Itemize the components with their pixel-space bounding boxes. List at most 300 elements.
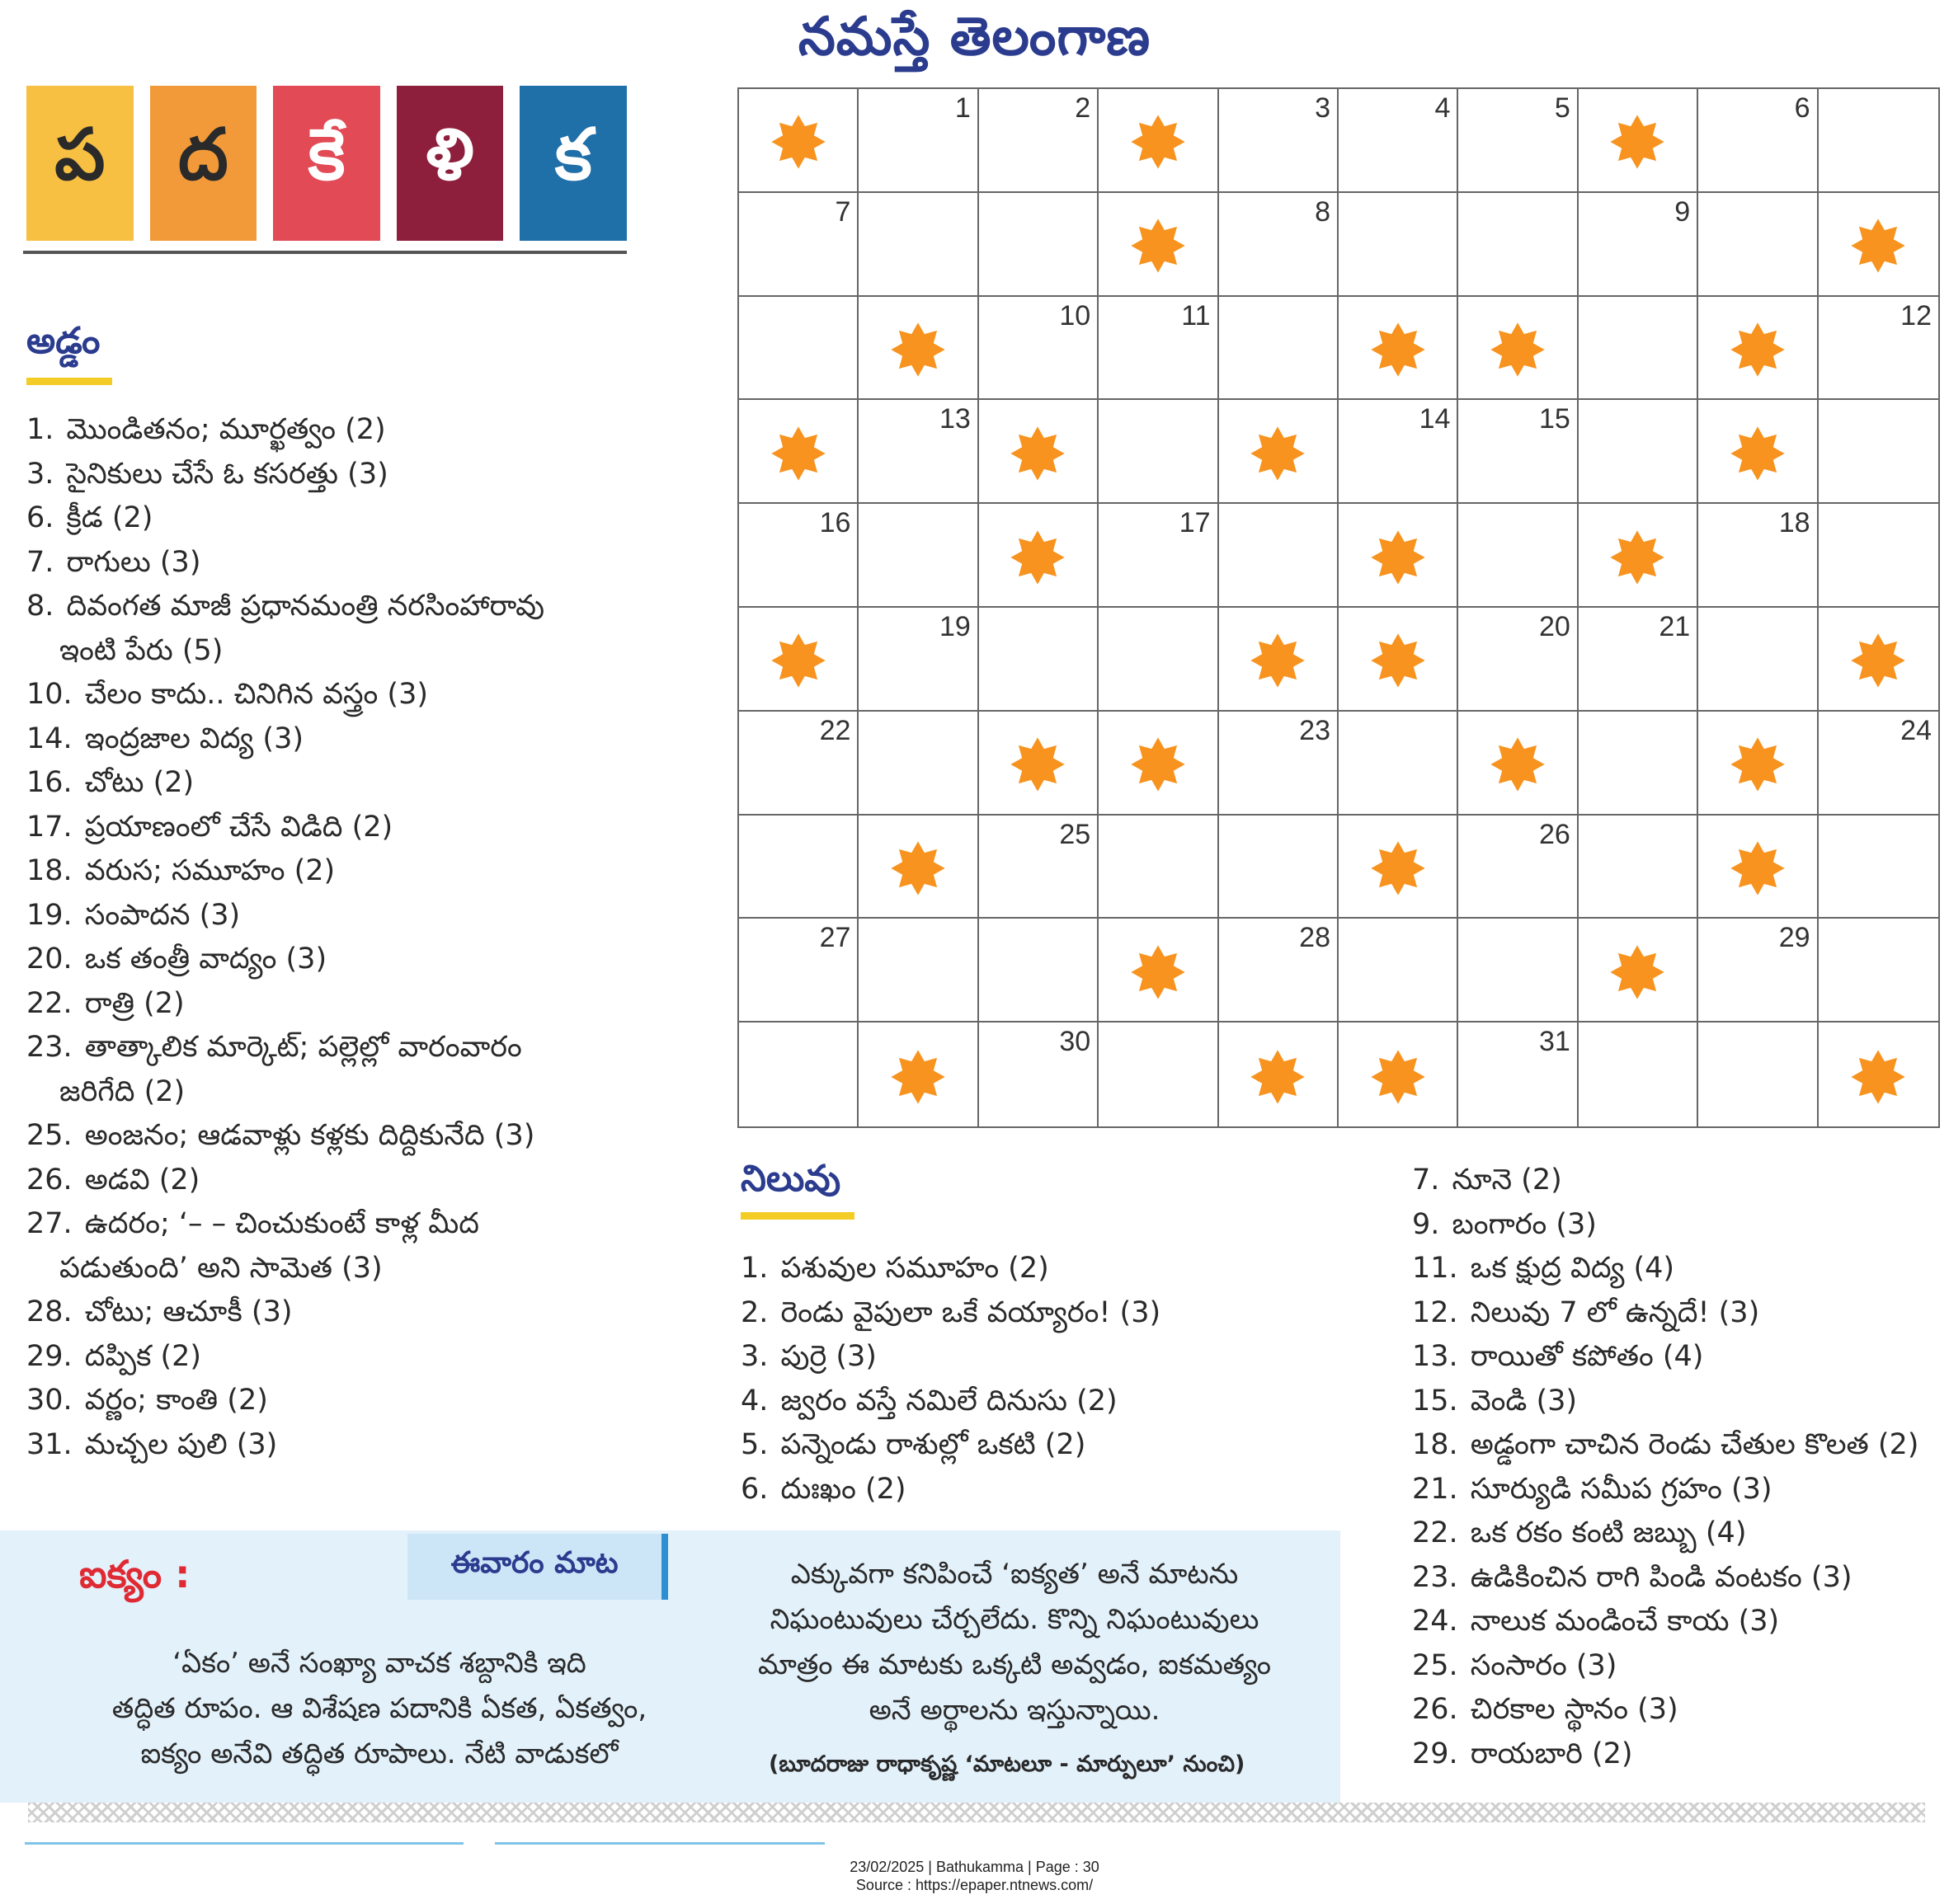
word-of-week-text-right: [709, 1552, 1320, 1733]
grid-block-cell: [1099, 89, 1218, 193]
grid-cell[interactable]: [859, 919, 978, 1023]
clue-item: [26, 849, 554, 894]
grid-cell[interactable]: [1698, 504, 1818, 608]
clue-text: వర్ణం; కాంతి (2): [75, 1384, 268, 1417]
across-heading: అడ్డం: [26, 320, 101, 362]
clue-item: [26, 541, 554, 585]
star-icon: [1130, 114, 1186, 170]
grid-cell-number: 20: [1538, 611, 1570, 642]
grid-cell[interactable]: [739, 504, 859, 608]
clue-text: సైనికులు చేసే ఓ కసరత్తు (3): [57, 457, 388, 491]
clue-number: 16.: [26, 766, 73, 799]
clue-item: [1412, 1732, 1940, 1777]
grid-block-cell: [1339, 1023, 1458, 1126]
down-heading-underline: [741, 1212, 854, 1220]
grid-cell[interactable]: [1099, 297, 1218, 401]
star-icon: [1370, 840, 1426, 896]
decorative-border: [28, 1803, 1925, 1822]
grid-cell[interactable]: [1219, 504, 1339, 608]
bottom-rule-left: [25, 1842, 464, 1845]
grid-cell[interactable]: [979, 608, 1099, 712]
grid-block-cell: [1698, 400, 1818, 504]
star-icon: [1370, 632, 1426, 689]
star-icon: [770, 632, 826, 689]
word-of-week-term: ఐక్యం :: [79, 1552, 191, 1596]
grid-cell-number: 8: [1315, 195, 1330, 228]
clue-item: [26, 673, 554, 717]
clue-number: 4.: [741, 1384, 769, 1417]
clue-item: [26, 806, 554, 850]
grid-block-cell: [1698, 712, 1818, 816]
grid-block-cell: [1698, 816, 1818, 919]
star-icon: [890, 840, 946, 896]
grid-block-cell: [1579, 919, 1698, 1023]
clue-text: చోటు; ఆచూకీ (3): [75, 1295, 293, 1328]
grid-cell[interactable]: [1219, 89, 1339, 193]
grid-cell[interactable]: [1339, 712, 1458, 816]
grid-block-cell: [1458, 712, 1578, 816]
crossword-grid: [737, 87, 1940, 1128]
star-icon: [1370, 1049, 1426, 1105]
clue-number: 28.: [26, 1295, 73, 1328]
grid-block-cell: [1579, 504, 1698, 608]
clue-text: పశువుల సమూహం (2): [771, 1252, 1049, 1285]
grid-cell[interactable]: [1219, 297, 1339, 401]
grid-block-cell: [1099, 712, 1218, 816]
clue-text: క్రీడ (2): [57, 501, 153, 534]
grid-cell-number: 27: [819, 922, 851, 954]
clue-number: 15.: [1412, 1384, 1458, 1417]
clue-item: [1412, 1203, 1940, 1248]
footer-date-line: 23/02/2025 | Bathukamma | Page : 30: [850, 1859, 1099, 1875]
clue-item: [1412, 1423, 1940, 1468]
clue-number: 10.: [26, 678, 73, 711]
clue-text: నాలుక మండించే కాయ (3): [1461, 1605, 1780, 1638]
clue-number: 27.: [26, 1207, 73, 1240]
text-line: తద్ధిత రూపం. ఆ విశేషణ పదానికి ఏకత, ఏకత్వం,: [111, 1692, 647, 1725]
grid-block-cell: [1099, 919, 1218, 1023]
grid-cell-number: 25: [1059, 818, 1091, 850]
grid-cell[interactable]: [1219, 712, 1339, 816]
grid-block-cell: [1579, 89, 1698, 193]
clue-item: [26, 496, 554, 541]
grid-cell-number: 21: [1659, 611, 1691, 642]
grid-cell-number: 19: [939, 611, 971, 642]
grid-cell[interactable]: [1339, 193, 1458, 297]
clue-number: 25.: [1412, 1648, 1458, 1682]
clue-text: సంపాదన (3): [75, 898, 241, 932]
clue-text: జ్వరం వస్తే నమిలే దినుసు (2): [771, 1384, 1118, 1417]
grid-cell-number: 10: [1059, 299, 1091, 331]
grid-block-cell: [1819, 1023, 1938, 1126]
clue-text: ఇంద్రజాల విద్య (3): [75, 722, 304, 755]
star-icon: [1130, 736, 1186, 792]
star-icon: [1490, 322, 1546, 378]
grid-block-cell: [1819, 608, 1938, 712]
grid-cell[interactable]: [1219, 193, 1339, 297]
star-icon: [1010, 529, 1066, 585]
clue-item: [26, 1335, 554, 1380]
grid-cell[interactable]: [979, 816, 1099, 919]
masthead-logo: నమస్తే తెలంగాణ: [798, 7, 1151, 68]
clue-number: 5.: [741, 1428, 769, 1461]
grid-cell[interactable]: [979, 297, 1099, 401]
grid-cell-number: 6: [1794, 92, 1810, 124]
clue-item: [26, 894, 554, 938]
star-icon: [1730, 425, 1786, 482]
clue-item: [26, 717, 554, 762]
clue-text: చోటు (2): [75, 766, 195, 799]
clue-item: [741, 1468, 1368, 1512]
star-icon: [1730, 322, 1786, 378]
grid-cell[interactable]: [739, 816, 859, 919]
grid-cell-number: 1: [954, 92, 971, 124]
clue-item: [26, 1114, 554, 1159]
star-icon: [770, 425, 826, 482]
clue-number: 25.: [26, 1119, 73, 1152]
clue-number: 26.: [26, 1163, 73, 1196]
grid-cell[interactable]: [1698, 1023, 1818, 1126]
star-icon: [1010, 425, 1066, 482]
bottom-rule-middle: [495, 1842, 825, 1845]
grid-block-cell: [1219, 1023, 1339, 1126]
grid-cell[interactable]: [1219, 816, 1339, 919]
clue-item: [26, 585, 554, 673]
title-divider: [23, 251, 627, 254]
star-icon: [1850, 632, 1906, 689]
clue-item: [1412, 1556, 1940, 1601]
grid-cell[interactable]: [1579, 297, 1698, 401]
grid-cell[interactable]: [1099, 608, 1218, 712]
word-of-week-source: (బూదరాజు రాధాకృష్ణ ‘మాటలూ - మార్పులూ’ నుంచి): [769, 1751, 1245, 1777]
star-icon: [890, 322, 946, 378]
text-line: నిఘంటువులు చేర్చలేదు. కొన్ని నిఘంటువులు: [770, 1603, 1259, 1636]
star-icon: [770, 114, 826, 170]
grid-cell-number: 12: [1900, 299, 1932, 331]
clue-text: ఒక తంత్రీ వాద్యం (3): [75, 943, 327, 976]
title-tile: ప: [26, 86, 134, 241]
star-icon: [1250, 1049, 1306, 1105]
clue-text: దప్పిక (2): [75, 1339, 202, 1373]
grid-block-cell: [1339, 297, 1458, 401]
grid-cell[interactable]: [979, 89, 1099, 193]
clue-item: [1412, 1468, 1940, 1512]
clue-item: [1412, 1291, 1940, 1336]
grid-cell[interactable]: [739, 712, 859, 816]
clue-text: రెండు వైపులా ఒకే వయ్యారం! (3): [771, 1295, 1161, 1329]
clue-number: 8.: [26, 590, 54, 623]
footer-source-line: Source : https://epaper.ntnews.com/: [855, 1877, 1094, 1893]
text-line: ‘ఏకం’ అనే సంఖ్యా వాచక శబ్దానికి ఇది: [172, 1647, 586, 1680]
clue-number: 7.: [26, 545, 54, 579]
star-icon: [1609, 114, 1665, 170]
grid-block-cell: [1099, 193, 1218, 297]
title-tile: ళి: [397, 86, 504, 241]
grid-cell[interactable]: [1819, 816, 1938, 919]
grid-cell[interactable]: [1579, 1023, 1698, 1126]
clue-text: మొండితనం; మూర్ఖత్వం (2): [57, 413, 386, 446]
star-icon: [1609, 944, 1665, 1000]
grid-block-cell: [1339, 608, 1458, 712]
clue-item: [1412, 1644, 1940, 1689]
grid-cell[interactable]: [1819, 400, 1938, 504]
clue-number: 7.: [1412, 1164, 1440, 1196]
clue-item: [26, 1159, 554, 1203]
grid-cell[interactable]: [1819, 89, 1938, 193]
clue-item: [26, 1423, 554, 1468]
star-icon: [1730, 736, 1786, 792]
grid-cell[interactable]: [859, 400, 978, 504]
clue-number: 21.: [1412, 1472, 1458, 1506]
clue-number: 22.: [1412, 1516, 1458, 1549]
text-line: మాత్రం ఈ మాటకు ఒక్కటి అవ్వడం, ఐకమత్యం: [757, 1648, 1272, 1681]
grid-cell[interactable]: [1819, 504, 1938, 608]
clue-text: అడ్డంగా చాచిన రెండు చేతుల కొలత (2): [1461, 1428, 1919, 1461]
grid-cell[interactable]: [739, 193, 859, 297]
star-icon: [1850, 218, 1906, 274]
star-icon: [1370, 529, 1426, 585]
grid-cell[interactable]: [739, 1023, 859, 1126]
clue-number: 30.: [26, 1384, 73, 1417]
grid-cell[interactable]: [1819, 297, 1938, 401]
grid-cell[interactable]: [1458, 504, 1578, 608]
grid-block-cell: [979, 504, 1099, 608]
grid-block-cell: [1458, 297, 1578, 401]
grid-block-cell: [1339, 504, 1458, 608]
clue-text: చిరకాల స్థానం (3): [1461, 1693, 1678, 1726]
grid-block-cell: [739, 608, 859, 712]
grid-cell[interactable]: [739, 297, 859, 401]
grid-cell[interactable]: [1819, 919, 1938, 1023]
grid-cell-number: 3: [1315, 92, 1330, 124]
clue-number: 26.: [1412, 1693, 1458, 1726]
grid-cell[interactable]: [1579, 816, 1698, 919]
grid-block-cell: [1219, 400, 1339, 504]
star-icon: [1490, 736, 1546, 792]
clue-item: [741, 1423, 1368, 1468]
grid-cell-number: 17: [1179, 507, 1211, 539]
clue-number: 6.: [741, 1472, 769, 1506]
grid-cell[interactable]: [1579, 608, 1698, 712]
clue-text: సూర్యుడి సమీప గ్రహం (3): [1461, 1472, 1772, 1506]
grid-block-cell: [739, 89, 859, 193]
clue-item: [741, 1335, 1368, 1380]
title-tile: కే: [273, 86, 380, 241]
grid-cell[interactable]: [1339, 919, 1458, 1023]
clue-number: 23.: [26, 1031, 73, 1064]
clue-item: [1412, 1380, 1940, 1424]
grid-cell[interactable]: [1819, 712, 1938, 816]
clue-text: ఒక రకం కంటి జబ్బు (4): [1461, 1516, 1747, 1549]
grid-cell[interactable]: [1458, 400, 1578, 504]
clue-text: దుఃఖం (2): [771, 1472, 906, 1506]
clue-number: 13.: [1412, 1340, 1458, 1373]
clue-item: [26, 1202, 554, 1290]
grid-block-cell: [859, 297, 978, 401]
clue-text: రాగులు (3): [57, 545, 201, 579]
grid-cell-number: 2: [1075, 92, 1091, 124]
grid-cell[interactable]: [979, 1023, 1099, 1126]
grid-cell[interactable]: [1339, 400, 1458, 504]
clue-text: నూనె (2): [1443, 1164, 1562, 1196]
clue-text: రాయితో కపోతం (4): [1461, 1340, 1704, 1373]
word-of-week-text-left: [33, 1641, 726, 1777]
clue-item: [1412, 1600, 1940, 1644]
clue-item: [26, 1290, 554, 1335]
clue-text: ఒక క్షుద్ర విద్య (4): [1461, 1252, 1675, 1285]
clue-item: [1412, 1159, 1940, 1203]
grid-cell[interactable]: [739, 919, 859, 1023]
clue-item: [26, 938, 554, 982]
text-line: ఐక్యం అనేవి తద్ధిత రూపాలు. నేటి వాడుకలో: [140, 1737, 619, 1770]
clue-item: [26, 1026, 554, 1114]
title-tiles: [26, 86, 627, 241]
clue-number: 11.: [1412, 1252, 1458, 1285]
grid-cell[interactable]: [859, 89, 978, 193]
clue-number: 29.: [26, 1339, 73, 1373]
grid-cell[interactable]: [1698, 89, 1818, 193]
clue-text: పుర్రె (3): [771, 1340, 877, 1373]
clue-item: [1412, 1688, 1940, 1732]
clue-text: రాయబారి (2): [1461, 1737, 1633, 1770]
clue-text: అంజనం; ఆడవాళ్లు కళ్లకు దిద్దికునేది (3): [75, 1119, 535, 1152]
grid-cell-number: 9: [1674, 195, 1691, 228]
clue-text: వెండి (3): [1461, 1384, 1578, 1417]
grid-cell[interactable]: [1099, 400, 1218, 504]
clue-text: చేలం కాదు.. చినిగిన వస్త్రం (3): [75, 678, 429, 711]
clue-number: 3.: [26, 457, 54, 491]
grid-block-cell: [1339, 816, 1458, 919]
down-clue-list-2: [1412, 1159, 1940, 1776]
grid-cell[interactable]: [1458, 193, 1578, 297]
clue-item: [26, 408, 554, 453]
grid-block-cell: [979, 400, 1099, 504]
clue-item: [26, 1379, 554, 1423]
grid-cell-number: 15: [1538, 403, 1570, 435]
grid-cell[interactable]: [1099, 504, 1218, 608]
grid-cell-number: 26: [1538, 818, 1570, 850]
clue-number: 23.: [1412, 1560, 1458, 1594]
clue-number: 12.: [1412, 1295, 1458, 1329]
title-tile: ద: [150, 86, 257, 241]
clue-text: బంగారం (3): [1443, 1207, 1597, 1241]
clue-number: 3.: [741, 1340, 769, 1373]
grid-block-cell: [739, 400, 859, 504]
grid-block-cell: [979, 712, 1099, 816]
clue-item: [26, 761, 554, 806]
clue-text: పన్నెండు రాశుల్లో ఒకటి (2): [771, 1428, 1086, 1461]
clue-number: 29.: [1412, 1737, 1458, 1770]
clue-text: తాత్కాలిక మార్కెట్; పల్లెల్లో వారంవారం జరిగేది (2): [59, 1031, 522, 1108]
clue-text: రాత్రి (2): [75, 986, 185, 1020]
grid-cell[interactable]: [1698, 608, 1818, 712]
clue-text: దివంగత మాజీ ప్రధానమంత్రి నరసింహారావు ఇంటి పేరు (5): [57, 590, 545, 667]
word-of-week-tab: ఈవారం మాట: [407, 1534, 668, 1600]
grid-cell[interactable]: [1219, 919, 1339, 1023]
grid-cell[interactable]: [859, 193, 978, 297]
grid-cell-number: 11: [1181, 299, 1211, 331]
clue-text: మచ్చల పులి (3): [75, 1427, 278, 1461]
grid-block-cell: [1219, 608, 1339, 712]
grid-cell-number: 13: [939, 403, 971, 435]
grid-cell-number: 5: [1554, 92, 1570, 124]
grid-cell[interactable]: [859, 504, 978, 608]
clue-number: 31.: [26, 1427, 73, 1461]
star-icon: [1609, 529, 1665, 585]
star-icon: [1130, 944, 1186, 1000]
clue-item: [741, 1247, 1368, 1291]
grid-cell[interactable]: [1339, 89, 1458, 193]
grid-cell[interactable]: [1099, 816, 1218, 919]
clue-item: [1412, 1247, 1940, 1291]
title-tile: క: [520, 86, 627, 241]
grid-cell[interactable]: [1698, 193, 1818, 297]
grid-cell-number: 30: [1059, 1026, 1091, 1058]
grid-cell[interactable]: [859, 712, 978, 816]
clue-text: అడవి (2): [75, 1163, 200, 1196]
clue-number: 6.: [26, 501, 54, 534]
grid-block-cell: [1698, 297, 1818, 401]
grid-cell-number: 29: [1778, 922, 1810, 954]
grid-cell-number: 28: [1299, 922, 1330, 954]
grid-cell-number: 14: [1419, 403, 1451, 435]
clue-number: 1.: [741, 1252, 769, 1285]
grid-cell-number: 31: [1538, 1026, 1570, 1058]
grid-cell[interactable]: [1698, 919, 1818, 1023]
clue-item: [741, 1291, 1368, 1336]
clue-number: 2.: [741, 1295, 769, 1329]
clue-number: 19.: [26, 898, 73, 932]
grid-cell[interactable]: [1458, 919, 1578, 1023]
star-icon: [1850, 1049, 1906, 1105]
clue-number: 17.: [26, 810, 73, 844]
clue-item: [26, 982, 554, 1027]
clue-item: [741, 1380, 1368, 1424]
grid-cell[interactable]: [859, 608, 978, 712]
grid-cell[interactable]: [1458, 1023, 1578, 1126]
clue-number: 1.: [26, 413, 54, 446]
grid-cell-number: 4: [1434, 92, 1451, 124]
clue-number: 22.: [26, 986, 73, 1020]
clue-item: [1412, 1511, 1940, 1556]
grid-cell[interactable]: [1579, 193, 1698, 297]
grid-cell-number: 22: [819, 714, 851, 746]
grid-cell[interactable]: [1458, 89, 1578, 193]
clue-text: ప్రయాణంలో చేసే విడిది (2): [75, 810, 393, 844]
grid-cell-number: 18: [1778, 507, 1810, 539]
grid-cell[interactable]: [1579, 400, 1698, 504]
star-icon: [1250, 425, 1306, 482]
grid-cell-number: 16: [819, 507, 851, 539]
grid-cell[interactable]: [1579, 712, 1698, 816]
across-clue-list: [26, 408, 554, 1467]
clue-item: [26, 453, 554, 497]
grid-block-cell: [1819, 193, 1938, 297]
grid-cell-number: 23: [1299, 714, 1330, 746]
grid-cell[interactable]: [979, 193, 1099, 297]
grid-cell[interactable]: [1458, 608, 1578, 712]
grid-cell-number: 24: [1900, 714, 1932, 746]
text-line: అనే అర్థాలను ఇస్తున్నాయి.: [869, 1694, 1160, 1727]
grid-cell[interactable]: [1458, 816, 1578, 919]
down-clue-list-1: [741, 1247, 1368, 1511]
grid-block-cell: [859, 816, 978, 919]
star-icon: [1010, 736, 1066, 792]
grid-cell[interactable]: [979, 919, 1099, 1023]
grid-cell[interactable]: [1099, 1023, 1218, 1126]
star-icon: [890, 1049, 946, 1105]
clue-number: 18.: [1412, 1428, 1458, 1461]
